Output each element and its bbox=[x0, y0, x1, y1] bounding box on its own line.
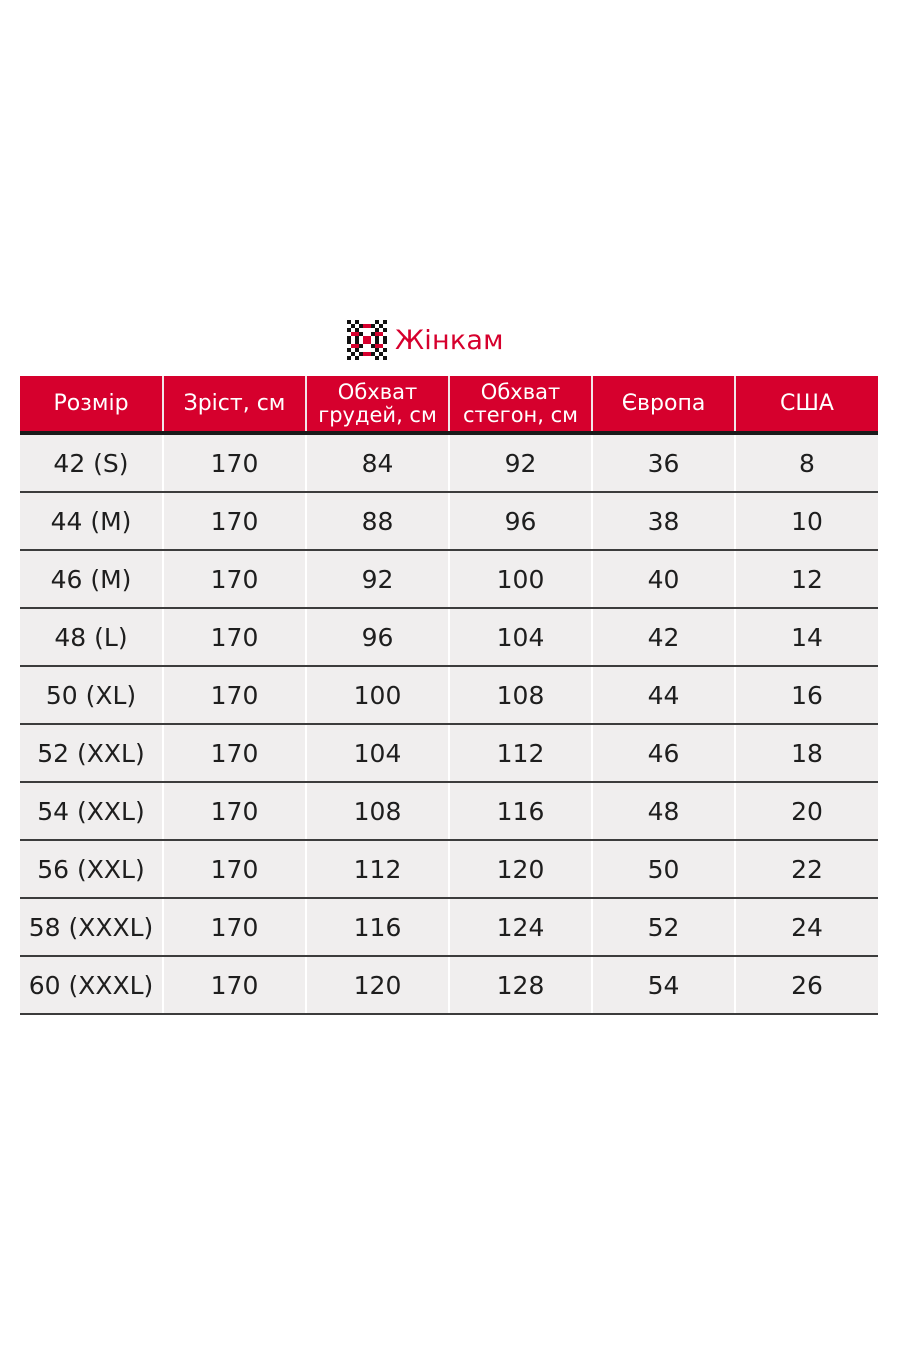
column-header-height bbox=[163, 376, 306, 433]
table-cell-height: 170 bbox=[163, 433, 306, 492]
size-chart-heading bbox=[347, 318, 504, 362]
table-cell-size: 54 (XXL) bbox=[20, 782, 163, 840]
table-cell-chest: 84 bbox=[306, 433, 449, 492]
table-cell-height: 170 bbox=[163, 724, 306, 782]
table-cell-usa: 24 bbox=[735, 898, 878, 956]
table-cell-chest: 104 bbox=[306, 724, 449, 782]
table-cell-hips: 120 bbox=[449, 840, 592, 898]
table-cell-europe: 50 bbox=[592, 840, 735, 898]
table-cell-hips: 124 bbox=[449, 898, 592, 956]
table-cell-size: 56 (XXL) bbox=[20, 840, 163, 898]
table-cell-chest: 112 bbox=[306, 840, 449, 898]
heading-title: Жінкам bbox=[395, 324, 504, 356]
column-header-line: стегон, см bbox=[462, 402, 579, 427]
table-cell-europe: 48 bbox=[592, 782, 735, 840]
table-cell-usa: 20 bbox=[735, 782, 878, 840]
table-cell-chest: 108 bbox=[306, 782, 449, 840]
table-cell-size: 42 (S) bbox=[20, 433, 163, 492]
table-cell-europe: 38 bbox=[592, 492, 735, 550]
table-cell-size: 60 (XXXL) bbox=[20, 956, 163, 1014]
table-cell-size: 44 (M) bbox=[20, 492, 163, 550]
table-cell-chest: 88 bbox=[306, 492, 449, 550]
table-cell-usa: 22 bbox=[735, 840, 878, 898]
table-row bbox=[20, 550, 878, 608]
table-cell-europe: 42 bbox=[592, 608, 735, 666]
table-row bbox=[20, 840, 878, 898]
column-header-line: Зріст, см bbox=[183, 390, 286, 416]
table-cell-chest: 120 bbox=[306, 956, 449, 1014]
table-cell-europe: 52 bbox=[592, 898, 735, 956]
table-cell-size: 46 (M) bbox=[20, 550, 163, 608]
table-cell-usa: 12 bbox=[735, 550, 878, 608]
column-header-chest bbox=[306, 376, 449, 433]
column-header-europe bbox=[592, 376, 735, 433]
table-cell-hips: 96 bbox=[449, 492, 592, 550]
table-cell-usa: 8 bbox=[735, 433, 878, 492]
table-cell-hips: 108 bbox=[449, 666, 592, 724]
table-cell-hips: 128 bbox=[449, 956, 592, 1014]
table-header-row bbox=[20, 376, 878, 433]
column-header-line: Обхват bbox=[480, 380, 561, 405]
table-cell-usa: 26 bbox=[735, 956, 878, 1014]
table-cell-hips: 92 bbox=[449, 433, 592, 492]
table-cell-europe: 46 bbox=[592, 724, 735, 782]
table-row bbox=[20, 492, 878, 550]
column-header-line: Європа bbox=[621, 390, 706, 416]
table-cell-chest: 96 bbox=[306, 608, 449, 666]
table-row bbox=[20, 782, 878, 840]
column-header-line: Обхват bbox=[337, 380, 418, 405]
column-header-line: грудей, см bbox=[318, 402, 437, 427]
table-cell-size: 48 (L) bbox=[20, 608, 163, 666]
table-cell-chest: 100 bbox=[306, 666, 449, 724]
table-cell-hips: 100 bbox=[449, 550, 592, 608]
table-row bbox=[20, 666, 878, 724]
table-row bbox=[20, 898, 878, 956]
column-header-line: Розмір bbox=[53, 390, 129, 416]
column-header-size bbox=[20, 376, 163, 433]
table-row bbox=[20, 433, 878, 492]
table-cell-hips: 104 bbox=[449, 608, 592, 666]
column-header-usa bbox=[735, 376, 878, 433]
table-cell-hips: 116 bbox=[449, 782, 592, 840]
table-cell-size: 52 (XXL) bbox=[20, 724, 163, 782]
table-row bbox=[20, 724, 878, 782]
table-cell-height: 170 bbox=[163, 956, 306, 1014]
table-cell-usa: 10 bbox=[735, 492, 878, 550]
column-header-line: США bbox=[780, 390, 834, 416]
table-cell-chest: 92 bbox=[306, 550, 449, 608]
table-cell-hips: 112 bbox=[449, 724, 592, 782]
table-row bbox=[20, 608, 878, 666]
table-cell-europe: 54 bbox=[592, 956, 735, 1014]
table-cell-usa: 14 bbox=[735, 608, 878, 666]
table-cell-height: 170 bbox=[163, 666, 306, 724]
table-cell-size: 50 (XL) bbox=[20, 666, 163, 724]
table-cell-height: 170 bbox=[163, 492, 306, 550]
table-cell-height: 170 bbox=[163, 840, 306, 898]
table-cell-chest: 116 bbox=[306, 898, 449, 956]
table-cell-height: 170 bbox=[163, 550, 306, 608]
table-cell-europe: 44 bbox=[592, 666, 735, 724]
table-cell-europe: 36 bbox=[592, 433, 735, 492]
table-cell-size: 58 (XXXL) bbox=[20, 898, 163, 956]
table-row bbox=[20, 956, 878, 1014]
table-cell-usa: 18 bbox=[735, 724, 878, 782]
table-cell-height: 170 bbox=[163, 898, 306, 956]
column-header-hips bbox=[449, 376, 592, 433]
table-cell-height: 170 bbox=[163, 782, 306, 840]
table-cell-europe: 40 bbox=[592, 550, 735, 608]
table-cell-height: 170 bbox=[163, 608, 306, 666]
ornament-logo-icon bbox=[347, 320, 387, 360]
table-body bbox=[20, 433, 878, 1014]
size-table bbox=[20, 376, 878, 1015]
table-cell-usa: 16 bbox=[735, 666, 878, 724]
